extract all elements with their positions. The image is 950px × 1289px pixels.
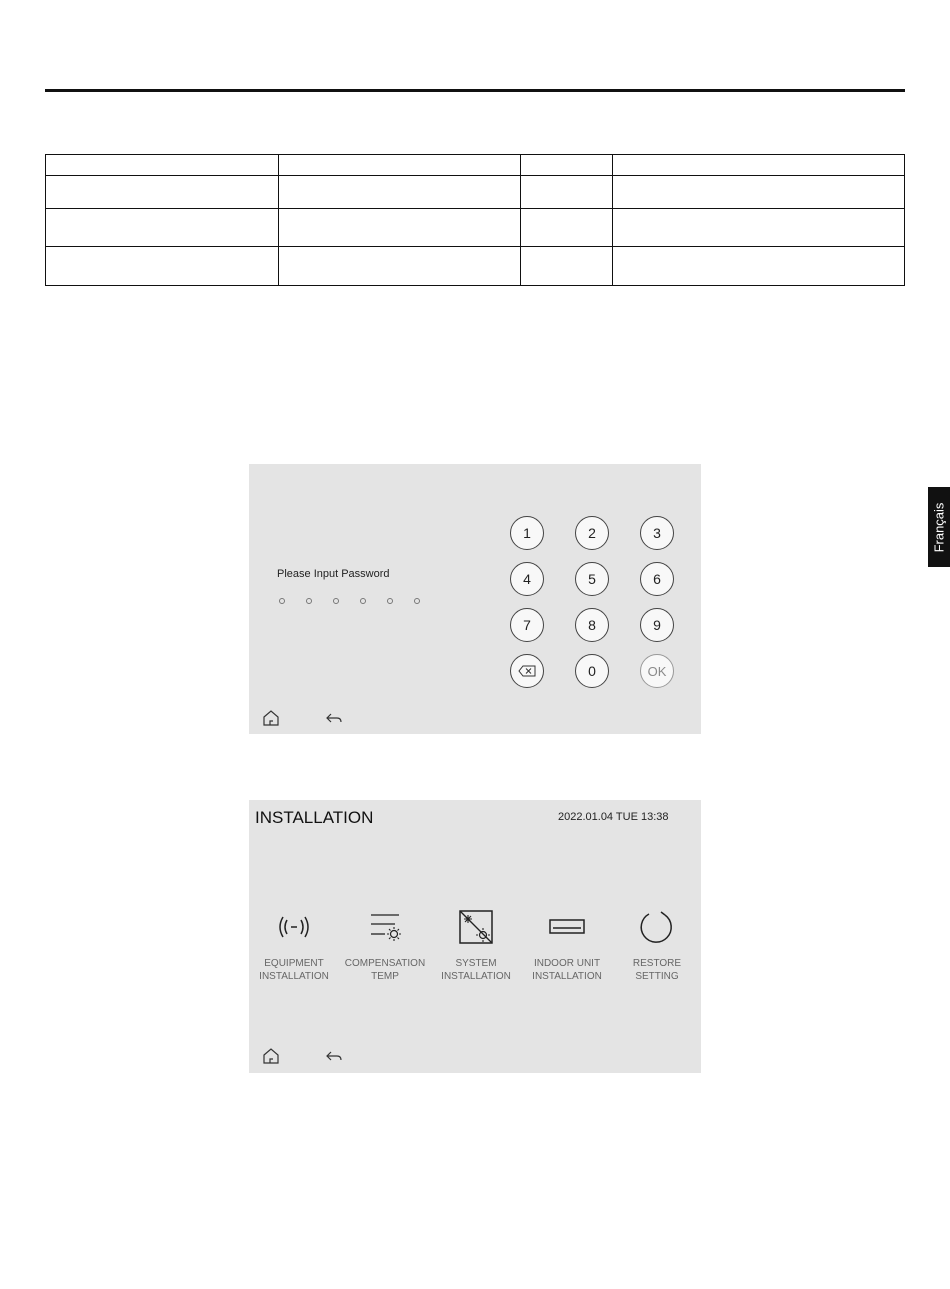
keypad-key-6[interactable]: 6 [640,562,674,596]
table-cell [278,155,521,176]
table-cell [278,247,521,286]
keypad-key-1[interactable]: 1 [510,516,544,550]
keypad-key-3[interactable]: 3 [640,516,674,550]
password-dot [414,598,420,604]
password-dot [306,598,312,604]
ok-button[interactable]: OK [640,654,674,688]
system-installation-tile[interactable] [431,907,521,983]
tile-label-line: SETTING [635,971,679,982]
password-dot [360,598,366,604]
table-cell [521,155,613,176]
table-cell [613,247,905,286]
language-tab [928,487,950,567]
indoor-unit-installation-tile[interactable] [522,907,612,983]
keypad-key-2[interactable]: 2 [575,516,609,550]
tile-label-line: COMPENSATION [344,958,426,969]
antenna-signal-icon [274,907,314,947]
table-cell [46,155,279,176]
back-arrow-icon[interactable] [325,1047,343,1065]
back-arrow-icon[interactable] [325,709,343,727]
home-icon[interactable] [262,1047,280,1065]
tile-label-line: INDOOR UNIT [533,958,601,969]
tile-label-line: INSTALLATION [441,971,511,982]
spec-table [45,154,905,286]
password-prompt: Please Input Password [277,568,390,580]
tile-label-line: INSTALLATION [532,971,602,982]
keypad-key-4[interactable]: 4 [510,562,544,596]
indoor-unit-icon [547,907,587,947]
tile-label-line: TEMP [371,971,399,982]
password-dots [279,598,420,604]
keypad-key-7[interactable]: 7 [510,608,544,642]
page-title: INSTALLATION [255,808,374,827]
home-icon[interactable] [262,709,280,727]
password-dot [387,598,393,604]
tile-label-line: RESTORE [632,958,682,969]
backspace-icon [518,665,536,677]
table-cell [613,155,905,176]
equipment-installation-tile[interactable] [249,907,339,983]
table-cell [278,176,521,209]
keypad-key-8[interactable]: 8 [575,608,609,642]
table-row [46,247,905,286]
language-tab-label: Français [931,502,947,552]
password-screen [249,464,701,734]
table-cell [521,247,613,286]
datetime-display: 2022.01.04 TUE 13:38 [558,811,669,823]
restore-setting-tile[interactable] [612,907,702,983]
system-mode-icon [456,907,496,947]
password-dot [333,598,339,604]
keypad-key-9[interactable]: 9 [640,608,674,642]
keypad-key-0[interactable]: 0 [575,654,609,688]
table-cell [613,209,905,247]
restore-icon [637,907,677,947]
table-cell [613,176,905,209]
table-cell [46,209,279,247]
tile-label-line: EQUIPMENT [264,958,324,969]
table-row [46,176,905,209]
installation-screen [249,800,701,1073]
keypad-key-5[interactable]: 5 [575,562,609,596]
table-cell [46,176,279,209]
compensation-temp-tile[interactable] [340,907,430,983]
table-cell [46,247,279,286]
compensation-temp-icon [365,907,405,947]
top-rule [45,89,905,92]
tile-label-line: INSTALLATION [259,971,329,982]
table-header-row [46,155,905,176]
backspace-button[interactable] [510,654,544,688]
tile-label-line: SYSTEM [455,958,497,969]
table-cell [521,176,613,209]
table-cell [521,209,613,247]
table-cell [278,209,521,247]
password-dot [279,598,285,604]
table-row [46,209,905,247]
